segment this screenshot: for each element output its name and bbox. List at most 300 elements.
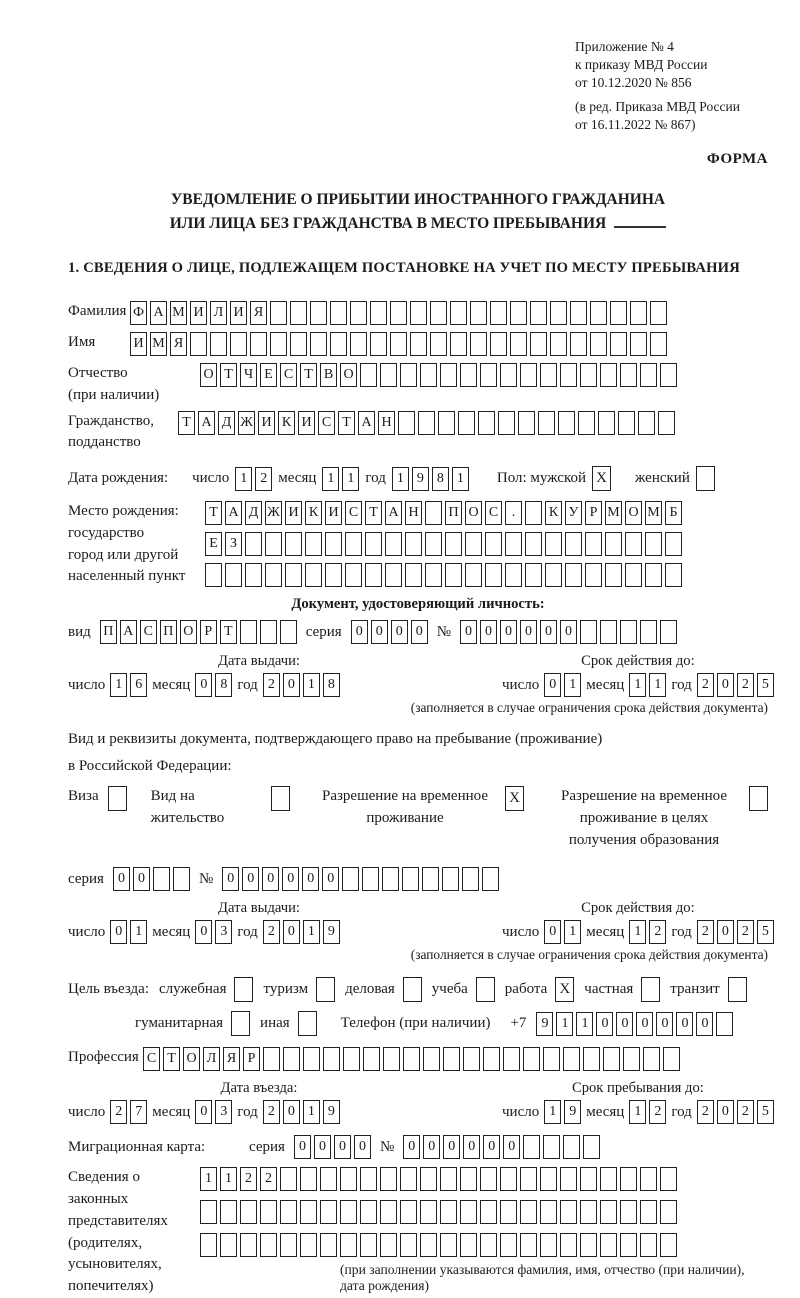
char-box[interactable] xyxy=(430,332,447,356)
char-box[interactable]: 0 xyxy=(294,1135,311,1159)
char-box[interactable] xyxy=(323,1047,340,1071)
char-box[interactable] xyxy=(570,332,587,356)
checkbox-temp-residence[interactable]: X xyxy=(505,786,524,811)
char-box[interactable] xyxy=(460,363,477,387)
char-box[interactable]: 0 xyxy=(262,867,279,891)
char-box[interactable] xyxy=(263,1047,280,1071)
char-box[interactable]: 0 xyxy=(283,920,300,944)
char-box[interactable]: Л xyxy=(203,1047,220,1071)
char-box[interactable]: 0 xyxy=(351,620,368,644)
char-box[interactable]: И xyxy=(325,501,342,525)
char-box[interactable] xyxy=(462,867,479,891)
char-box[interactable] xyxy=(483,1047,500,1071)
char-box[interactable] xyxy=(430,301,447,325)
char-box[interactable]: 7 xyxy=(130,1100,147,1124)
checkbox-purpose-business[interactable] xyxy=(403,977,422,1002)
char-box[interactable]: С xyxy=(485,501,502,525)
char-box[interactable]: . xyxy=(505,501,522,525)
char-box[interactable]: 1 xyxy=(452,467,469,491)
char-box[interactable]: Ж xyxy=(265,501,282,525)
char-box[interactable] xyxy=(640,620,657,644)
char-box[interactable] xyxy=(402,867,419,891)
char-box[interactable] xyxy=(400,1233,417,1257)
char-box[interactable]: Т xyxy=(163,1047,180,1071)
char-box[interactable]: 2 xyxy=(737,1100,754,1124)
char-box[interactable] xyxy=(370,332,387,356)
checkbox-purpose-tourism[interactable] xyxy=(316,977,335,1002)
char-box[interactable] xyxy=(370,301,387,325)
char-box[interactable]: Е xyxy=(205,532,222,556)
char-box[interactable]: 2 xyxy=(649,1100,666,1124)
char-box[interactable]: Ж xyxy=(238,411,255,435)
char-box[interactable]: С xyxy=(345,501,362,525)
char-box[interactable] xyxy=(525,563,542,587)
char-box[interactable]: У xyxy=(565,501,582,525)
char-box[interactable] xyxy=(300,1200,317,1224)
char-box[interactable] xyxy=(280,1233,297,1257)
char-box[interactable]: С xyxy=(280,363,297,387)
char-box[interactable] xyxy=(660,620,677,644)
char-box[interactable]: 0 xyxy=(354,1135,371,1159)
checkbox-purpose-humanitarian[interactable] xyxy=(231,1011,250,1036)
char-box[interactable]: А xyxy=(198,411,215,435)
char-box[interactable] xyxy=(405,563,422,587)
char-box[interactable] xyxy=(518,411,535,435)
char-box[interactable] xyxy=(658,411,675,435)
char-box[interactable] xyxy=(580,1233,597,1257)
char-box[interactable] xyxy=(645,532,662,556)
char-box[interactable]: 1 xyxy=(649,673,666,697)
char-box[interactable] xyxy=(220,1200,237,1224)
char-box[interactable] xyxy=(563,1135,580,1159)
char-box[interactable] xyxy=(260,1200,277,1224)
char-box[interactable] xyxy=(470,301,487,325)
char-box[interactable]: О xyxy=(180,620,197,644)
char-box[interactable] xyxy=(280,620,297,644)
char-box[interactable] xyxy=(440,363,457,387)
char-box[interactable]: К xyxy=(545,501,562,525)
char-box[interactable] xyxy=(320,1167,337,1191)
char-box[interactable]: 0 xyxy=(520,620,537,644)
char-box[interactable] xyxy=(343,1047,360,1071)
char-box[interactable]: 0 xyxy=(222,867,239,891)
char-box[interactable] xyxy=(285,532,302,556)
char-box[interactable] xyxy=(438,411,455,435)
char-box[interactable]: М xyxy=(645,501,662,525)
char-box[interactable]: 5 xyxy=(757,673,774,697)
char-box[interactable]: 0 xyxy=(110,920,127,944)
char-box[interactable] xyxy=(285,563,302,587)
char-box[interactable] xyxy=(640,1233,657,1257)
char-box[interactable] xyxy=(545,532,562,556)
char-box[interactable] xyxy=(240,1233,257,1257)
char-box[interactable] xyxy=(660,1200,677,1224)
char-box[interactable] xyxy=(350,301,367,325)
char-box[interactable] xyxy=(270,332,287,356)
char-box[interactable] xyxy=(543,1047,560,1071)
char-box[interactable]: К xyxy=(278,411,295,435)
char-box[interactable]: Я xyxy=(223,1047,240,1071)
char-box[interactable] xyxy=(342,867,359,891)
char-box[interactable]: О xyxy=(340,363,357,387)
char-box[interactable] xyxy=(625,532,642,556)
char-box[interactable] xyxy=(503,1047,520,1071)
checkbox-purpose-transit[interactable] xyxy=(728,977,747,1002)
char-box[interactable]: 1 xyxy=(303,920,320,944)
char-box[interactable] xyxy=(363,1047,380,1071)
char-box[interactable]: 1 xyxy=(556,1012,573,1036)
char-box[interactable] xyxy=(320,1233,337,1257)
char-box[interactable]: 2 xyxy=(737,920,754,944)
char-box[interactable]: 0 xyxy=(403,1135,420,1159)
checkbox-purpose-private[interactable] xyxy=(641,977,660,1002)
char-box[interactable] xyxy=(520,363,537,387)
char-box[interactable]: 0 xyxy=(717,920,734,944)
char-box[interactable]: 0 xyxy=(242,867,259,891)
checkbox-purpose-other[interactable] xyxy=(298,1011,317,1036)
char-box[interactable]: 1 xyxy=(342,467,359,491)
char-box[interactable] xyxy=(660,1233,677,1257)
char-box[interactable]: Т xyxy=(205,501,222,525)
char-box[interactable] xyxy=(385,563,402,587)
char-box[interactable]: 1 xyxy=(130,920,147,944)
char-box[interactable]: 0 xyxy=(717,1100,734,1124)
char-box[interactable] xyxy=(422,867,439,891)
char-box[interactable] xyxy=(300,1167,317,1191)
char-box[interactable] xyxy=(485,532,502,556)
char-box[interactable] xyxy=(545,563,562,587)
char-box[interactable] xyxy=(625,563,642,587)
char-box[interactable]: 1 xyxy=(564,920,581,944)
char-box[interactable] xyxy=(585,532,602,556)
char-box[interactable] xyxy=(205,563,222,587)
char-box[interactable] xyxy=(400,1167,417,1191)
char-box[interactable]: И xyxy=(230,301,247,325)
char-box[interactable] xyxy=(630,332,647,356)
char-box[interactable] xyxy=(382,867,399,891)
char-box[interactable] xyxy=(460,1167,477,1191)
char-box[interactable]: Я xyxy=(170,332,187,356)
char-box[interactable]: 1 xyxy=(303,1100,320,1124)
char-box[interactable] xyxy=(638,411,655,435)
char-box[interactable]: 0 xyxy=(676,1012,693,1036)
char-box[interactable] xyxy=(260,1233,277,1257)
char-box[interactable]: 1 xyxy=(110,673,127,697)
char-box[interactable] xyxy=(345,563,362,587)
char-box[interactable] xyxy=(565,563,582,587)
char-box[interactable] xyxy=(465,563,482,587)
char-box[interactable]: И xyxy=(130,332,147,356)
char-box[interactable]: 9 xyxy=(536,1012,553,1036)
char-box[interactable]: Д xyxy=(245,501,262,525)
char-box[interactable]: 9 xyxy=(323,920,340,944)
char-box[interactable] xyxy=(360,1200,377,1224)
char-box[interactable] xyxy=(173,867,190,891)
char-box[interactable] xyxy=(500,1167,517,1191)
char-box[interactable]: 2 xyxy=(263,673,280,697)
char-box[interactable] xyxy=(450,332,467,356)
char-box[interactable]: 0 xyxy=(717,673,734,697)
char-box[interactable]: И xyxy=(285,501,302,525)
char-box[interactable] xyxy=(245,532,262,556)
char-box[interactable] xyxy=(400,363,417,387)
char-box[interactable]: 0 xyxy=(283,1100,300,1124)
char-box[interactable] xyxy=(463,1047,480,1071)
char-box[interactable]: А xyxy=(150,301,167,325)
char-box[interactable] xyxy=(650,301,667,325)
char-box[interactable] xyxy=(420,1233,437,1257)
char-box[interactable]: О xyxy=(200,363,217,387)
char-box[interactable]: С xyxy=(140,620,157,644)
char-box[interactable]: 9 xyxy=(323,1100,340,1124)
char-box[interactable]: 0 xyxy=(195,673,212,697)
char-box[interactable] xyxy=(305,563,322,587)
char-box[interactable] xyxy=(445,563,462,587)
char-box[interactable]: 5 xyxy=(757,1100,774,1124)
char-box[interactable] xyxy=(270,301,287,325)
char-box[interactable] xyxy=(440,1233,457,1257)
char-box[interactable] xyxy=(478,411,495,435)
char-box[interactable] xyxy=(520,1233,537,1257)
char-box[interactable] xyxy=(580,620,597,644)
char-box[interactable] xyxy=(570,301,587,325)
checkbox-residence-permit[interactable] xyxy=(271,786,290,811)
char-box[interactable]: Т xyxy=(220,363,237,387)
char-box[interactable]: Б xyxy=(665,501,682,525)
char-box[interactable]: А xyxy=(385,501,402,525)
char-box[interactable] xyxy=(320,1200,337,1224)
char-box[interactable]: 2 xyxy=(260,1167,277,1191)
char-box[interactable] xyxy=(365,532,382,556)
char-box[interactable] xyxy=(390,332,407,356)
char-box[interactable] xyxy=(440,1200,457,1224)
char-box[interactable] xyxy=(603,1047,620,1071)
char-box[interactable] xyxy=(550,332,567,356)
char-box[interactable]: 1 xyxy=(200,1167,217,1191)
char-box[interactable]: М xyxy=(150,332,167,356)
char-box[interactable]: 2 xyxy=(649,920,666,944)
checkbox-temp-residence-education[interactable] xyxy=(749,786,768,811)
char-box[interactable] xyxy=(620,1167,637,1191)
char-box[interactable] xyxy=(290,301,307,325)
char-box[interactable] xyxy=(443,1047,460,1071)
char-box[interactable] xyxy=(660,363,677,387)
checkbox-male[interactable]: X xyxy=(592,466,611,491)
char-box[interactable] xyxy=(543,1135,560,1159)
char-box[interactable]: 0 xyxy=(503,1135,520,1159)
char-box[interactable] xyxy=(380,1167,397,1191)
char-box[interactable] xyxy=(480,1167,497,1191)
char-box[interactable] xyxy=(580,363,597,387)
char-box[interactable] xyxy=(498,411,515,435)
char-box[interactable] xyxy=(200,1200,217,1224)
char-box[interactable] xyxy=(530,301,547,325)
char-box[interactable]: 0 xyxy=(560,620,577,644)
char-box[interactable]: О xyxy=(465,501,482,525)
char-box[interactable]: 0 xyxy=(282,867,299,891)
char-box[interactable] xyxy=(418,411,435,435)
char-box[interactable]: Я xyxy=(250,301,267,325)
char-box[interactable] xyxy=(250,332,267,356)
char-box[interactable] xyxy=(510,301,527,325)
char-box[interactable] xyxy=(458,411,475,435)
char-box[interactable] xyxy=(240,1200,257,1224)
char-box[interactable] xyxy=(490,332,507,356)
char-box[interactable] xyxy=(425,501,442,525)
char-box[interactable] xyxy=(560,363,577,387)
char-box[interactable]: 0 xyxy=(195,920,212,944)
char-box[interactable] xyxy=(560,1200,577,1224)
char-box[interactable]: Е xyxy=(260,363,277,387)
char-box[interactable] xyxy=(480,363,497,387)
char-box[interactable] xyxy=(405,532,422,556)
char-box[interactable] xyxy=(500,363,517,387)
char-box[interactable] xyxy=(520,1200,537,1224)
char-box[interactable] xyxy=(505,563,522,587)
char-box[interactable] xyxy=(380,1233,397,1257)
char-box[interactable]: И xyxy=(258,411,275,435)
char-box[interactable]: 0 xyxy=(616,1012,633,1036)
char-box[interactable]: Р xyxy=(200,620,217,644)
char-box[interactable] xyxy=(650,332,667,356)
char-box[interactable]: Н xyxy=(378,411,395,435)
char-box[interactable] xyxy=(325,563,342,587)
char-box[interactable]: Д xyxy=(218,411,235,435)
char-box[interactable] xyxy=(280,1167,297,1191)
char-box[interactable] xyxy=(410,301,427,325)
char-box[interactable] xyxy=(460,1233,477,1257)
char-box[interactable]: 0 xyxy=(540,620,557,644)
char-box[interactable] xyxy=(283,1047,300,1071)
char-box[interactable] xyxy=(640,1167,657,1191)
char-box[interactable]: С xyxy=(143,1047,160,1071)
char-box[interactable] xyxy=(665,532,682,556)
char-box[interactable] xyxy=(330,332,347,356)
char-box[interactable] xyxy=(345,532,362,556)
char-box[interactable] xyxy=(240,620,257,644)
char-box[interactable]: 2 xyxy=(263,1100,280,1124)
char-box[interactable] xyxy=(485,563,502,587)
char-box[interactable] xyxy=(362,867,379,891)
char-box[interactable] xyxy=(540,363,557,387)
char-box[interactable] xyxy=(605,563,622,587)
char-box[interactable] xyxy=(505,532,522,556)
char-box[interactable] xyxy=(640,363,657,387)
char-box[interactable]: 1 xyxy=(629,1100,646,1124)
char-box[interactable] xyxy=(618,411,635,435)
char-box[interactable] xyxy=(480,1200,497,1224)
char-box[interactable]: 9 xyxy=(412,467,429,491)
char-box[interactable] xyxy=(390,301,407,325)
char-box[interactable] xyxy=(420,1200,437,1224)
char-box[interactable]: 0 xyxy=(113,867,130,891)
char-box[interactable]: 8 xyxy=(215,673,232,697)
char-box[interactable]: 6 xyxy=(130,673,147,697)
char-box[interactable]: 0 xyxy=(696,1012,713,1036)
char-box[interactable] xyxy=(640,1200,657,1224)
char-box[interactable] xyxy=(383,1047,400,1071)
char-box[interactable] xyxy=(210,332,227,356)
char-box[interactable] xyxy=(558,411,575,435)
char-box[interactable] xyxy=(540,1233,557,1257)
char-box[interactable]: 2 xyxy=(697,673,714,697)
char-box[interactable] xyxy=(605,532,622,556)
char-box[interactable] xyxy=(620,620,637,644)
char-box[interactable] xyxy=(325,532,342,556)
char-box[interactable]: О xyxy=(625,501,642,525)
char-box[interactable] xyxy=(365,563,382,587)
char-box[interactable] xyxy=(398,411,415,435)
char-box[interactable]: И xyxy=(190,301,207,325)
char-box[interactable] xyxy=(610,301,627,325)
char-box[interactable] xyxy=(560,1233,577,1257)
char-box[interactable] xyxy=(663,1047,680,1071)
checkbox-purpose-study[interactable] xyxy=(476,977,495,1002)
char-box[interactable] xyxy=(400,1200,417,1224)
char-box[interactable]: 0 xyxy=(391,620,408,644)
char-box[interactable]: 0 xyxy=(195,1100,212,1124)
char-box[interactable]: 3 xyxy=(215,1100,232,1124)
char-box[interactable]: 9 xyxy=(564,1100,581,1124)
char-box[interactable]: Н xyxy=(405,501,422,525)
char-box[interactable] xyxy=(225,563,242,587)
char-box[interactable] xyxy=(523,1047,540,1071)
char-box[interactable]: 1 xyxy=(392,467,409,491)
char-box[interactable] xyxy=(500,1200,517,1224)
char-box[interactable] xyxy=(310,332,327,356)
char-box[interactable]: 0 xyxy=(656,1012,673,1036)
char-box[interactable] xyxy=(665,563,682,587)
char-box[interactable] xyxy=(500,1233,517,1257)
char-box[interactable]: П xyxy=(160,620,177,644)
char-box[interactable] xyxy=(623,1047,640,1071)
char-box[interactable] xyxy=(643,1047,660,1071)
char-box[interactable] xyxy=(350,332,367,356)
char-box[interactable]: 2 xyxy=(255,467,272,491)
char-box[interactable] xyxy=(360,1167,377,1191)
char-box[interactable] xyxy=(645,563,662,587)
char-box[interactable]: В xyxy=(320,363,337,387)
char-box[interactable]: О xyxy=(183,1047,200,1071)
char-box[interactable]: 0 xyxy=(133,867,150,891)
char-box[interactable]: 1 xyxy=(303,673,320,697)
char-box[interactable]: Т xyxy=(338,411,355,435)
char-box[interactable]: 0 xyxy=(483,1135,500,1159)
char-box[interactable]: 0 xyxy=(334,1135,351,1159)
char-box[interactable] xyxy=(280,1200,297,1224)
char-box[interactable] xyxy=(598,411,615,435)
char-box[interactable] xyxy=(540,1200,557,1224)
char-box[interactable] xyxy=(580,1167,597,1191)
char-box[interactable]: 0 xyxy=(322,867,339,891)
char-box[interactable]: 0 xyxy=(544,920,561,944)
char-box[interactable]: 0 xyxy=(544,673,561,697)
char-box[interactable] xyxy=(265,532,282,556)
char-box[interactable] xyxy=(538,411,555,435)
char-box[interactable] xyxy=(410,332,427,356)
char-box[interactable]: 2 xyxy=(110,1100,127,1124)
char-box[interactable]: М xyxy=(605,501,622,525)
checkbox-purpose-work[interactable]: X xyxy=(555,977,574,1002)
char-box[interactable]: Р xyxy=(243,1047,260,1071)
char-box[interactable] xyxy=(442,867,459,891)
char-box[interactable] xyxy=(385,532,402,556)
char-box[interactable]: 0 xyxy=(411,620,428,644)
char-box[interactable]: 8 xyxy=(432,467,449,491)
char-box[interactable] xyxy=(540,1167,557,1191)
char-box[interactable]: 0 xyxy=(314,1135,331,1159)
char-box[interactable]: 0 xyxy=(480,620,497,644)
